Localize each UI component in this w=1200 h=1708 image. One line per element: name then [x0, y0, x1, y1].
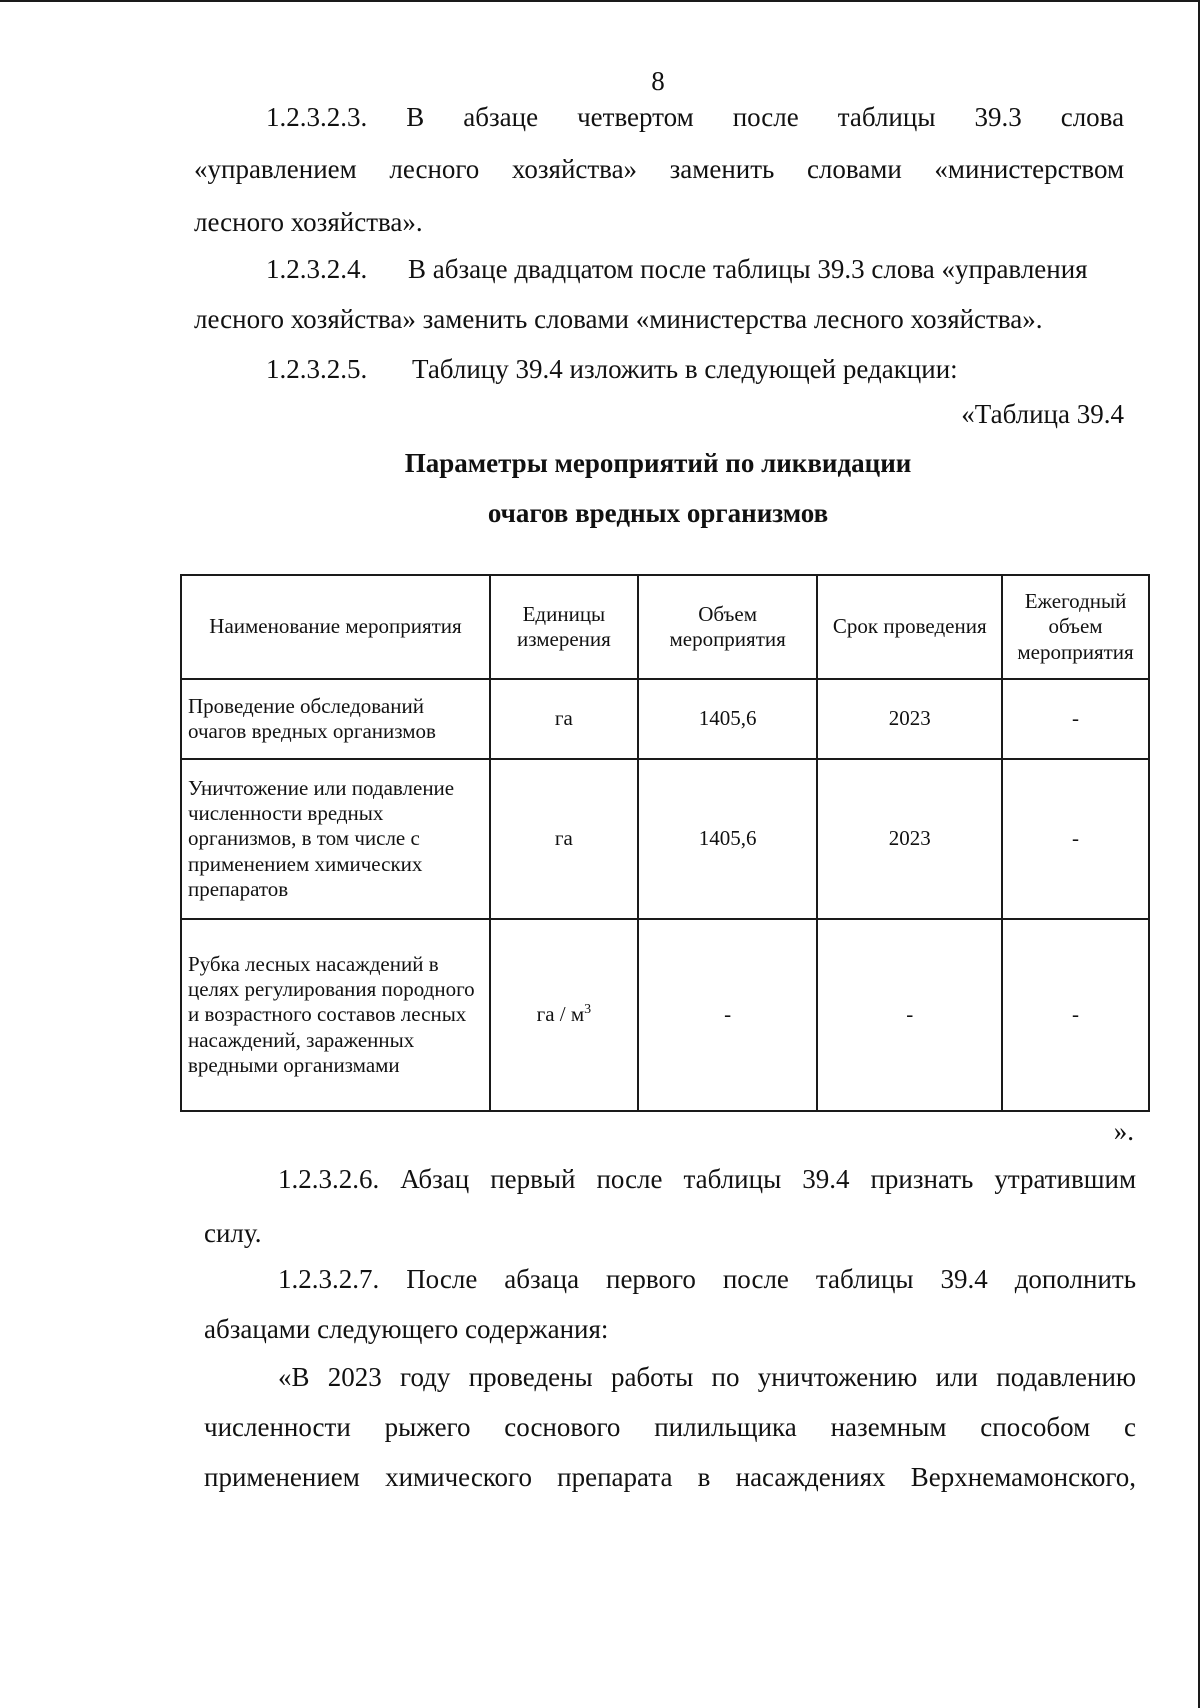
word: году [400, 1362, 451, 1392]
word: абзаца [504, 1264, 580, 1294]
word: способом [980, 1412, 1091, 1442]
word: после [596, 1164, 663, 1194]
table-header-row [181, 575, 1149, 679]
word: Абзац [400, 1164, 470, 1194]
word: подавлению [996, 1362, 1137, 1392]
quote-line-3 [204, 1464, 1136, 1491]
word: рыжего [384, 1412, 471, 1442]
paragraph-2-line-2: лесного хозяйства» заменить словами «министерства лесного хозяйства». [194, 304, 1043, 334]
word: после [722, 1264, 789, 1294]
paragraph-number: 1.2.3.2.4. [266, 254, 368, 284]
header-term: Срок проведения [817, 575, 1002, 679]
word: Верхнемамонского, [910, 1462, 1137, 1492]
table-row [181, 919, 1149, 1111]
word: первого [606, 1264, 696, 1294]
table-close-quote: ». [1113, 1116, 1134, 1146]
paragraph-5-line-1 [278, 1266, 1136, 1293]
word: дополнить [1014, 1264, 1137, 1294]
word: «управлением [194, 154, 357, 184]
paragraph-number: 1.2.3.2.6. [278, 1164, 380, 1194]
header-name: Наименование мероприятия [181, 575, 490, 679]
quote-line-2 [204, 1414, 1136, 1441]
word: абзаце [463, 102, 539, 132]
cell-annual: - [1002, 759, 1149, 919]
word: наземным [830, 1412, 947, 1442]
cell-name: Проведение обследований очагов вредных организмов [181, 679, 490, 759]
paragraph-text: Таблицу 39.4 изложить в следующей редакции: [412, 354, 958, 384]
cell-volume: 1405,6 [638, 679, 818, 759]
table-row [181, 679, 1149, 759]
unit-text: га / м [536, 1002, 585, 1027]
header-volume: Объем мероприятия [638, 575, 818, 679]
word: уничтожению [757, 1362, 918, 1392]
word: утратившим [994, 1164, 1137, 1194]
word: таблицы [815, 1264, 914, 1294]
cell-unit: га [490, 679, 638, 759]
word: лесного [389, 154, 480, 184]
word: В [406, 102, 425, 132]
word: по [711, 1362, 740, 1392]
header-unit: Единицы измерения [490, 575, 638, 679]
word: словами [806, 154, 902, 184]
word: с [1124, 1412, 1137, 1442]
table-title-line-2: очагов вредных организмов [487, 498, 829, 528]
cell-term: - [817, 919, 1002, 1111]
page-border-top [0, 0, 1200, 2]
word: химического [385, 1462, 532, 1492]
paragraph-1-line-2 [194, 156, 1124, 183]
cell-volume: - [638, 919, 818, 1111]
cell-term: 2023 [817, 759, 1002, 919]
cell-volume: 1405,6 [638, 759, 818, 919]
word: слова [1060, 102, 1125, 132]
paragraph-4-line-2: силу. [204, 1218, 262, 1248]
word: «В [278, 1362, 310, 1392]
paragraph-3-line-1 [266, 356, 958, 383]
paragraph-number: 1.2.3.2.3. [266, 102, 368, 132]
word: численности [204, 1412, 351, 1442]
word: применением [204, 1462, 360, 1492]
word: препарата [557, 1462, 673, 1492]
paragraph-text: В абзаце двадцатом после таблицы 39.3 слова «управления [408, 254, 1088, 284]
quote-line-1 [278, 1364, 1136, 1391]
cell-annual: - [1002, 919, 1149, 1111]
unit-superscript: 3 [584, 1002, 592, 1018]
paragraph-number: 1.2.3.2.7. [278, 1264, 380, 1294]
word: проведены [468, 1362, 593, 1392]
cell-unit: га [490, 759, 638, 919]
word: или [935, 1362, 978, 1392]
paragraph-5-line-2: абзацами следующего содержания: [204, 1314, 609, 1344]
word: в [697, 1462, 711, 1492]
cell-unit [490, 919, 638, 1111]
word: «министерством [934, 154, 1125, 184]
word: работы [610, 1362, 694, 1392]
word: 2023 [327, 1362, 382, 1392]
word: хозяйства» [511, 154, 638, 184]
paragraph-2-line-1 [266, 256, 1124, 283]
word: первый [490, 1164, 576, 1194]
table-title-line-1: Параметры мероприятий по ликвидации [404, 448, 912, 478]
word: заменить [669, 154, 775, 184]
word: 39.4 [940, 1264, 988, 1294]
word: После [406, 1264, 478, 1294]
cell-name: Рубка лесных насаждений в целях регулирования породного и возрастного составов лесных насаждений, зараженных вредными организмами [181, 919, 490, 1111]
word: 39.3 [974, 102, 1022, 132]
word: четвертом [577, 102, 694, 132]
table-caption: «Таблица 39.4 [961, 399, 1124, 429]
word: 39.4 [802, 1164, 850, 1194]
word: соснового [504, 1412, 621, 1442]
paragraph-1-line-3: лесного хозяйства». [194, 207, 423, 237]
paragraph-1-line-1 [266, 104, 1124, 131]
word: насаждениях [735, 1462, 886, 1492]
word: пилильщика [654, 1412, 797, 1442]
paragraph-4-line-1 [278, 1166, 1136, 1193]
header-annual: Ежегодный объем мероприятия [1002, 575, 1149, 679]
measures-table [180, 574, 1150, 1112]
word: признать [870, 1164, 974, 1194]
paragraph-number: 1.2.3.2.5. [266, 354, 368, 384]
cell-name: Уничтожение или подавление численности вредных организмов, в том числе с применением химических препаратов [181, 759, 490, 919]
table-row [181, 759, 1149, 919]
page-number: 8 [651, 66, 665, 96]
cell-annual: - [1002, 679, 1149, 759]
word: после [732, 102, 799, 132]
word: таблицы [837, 102, 936, 132]
word: таблицы [683, 1164, 782, 1194]
cell-term: 2023 [817, 679, 1002, 759]
